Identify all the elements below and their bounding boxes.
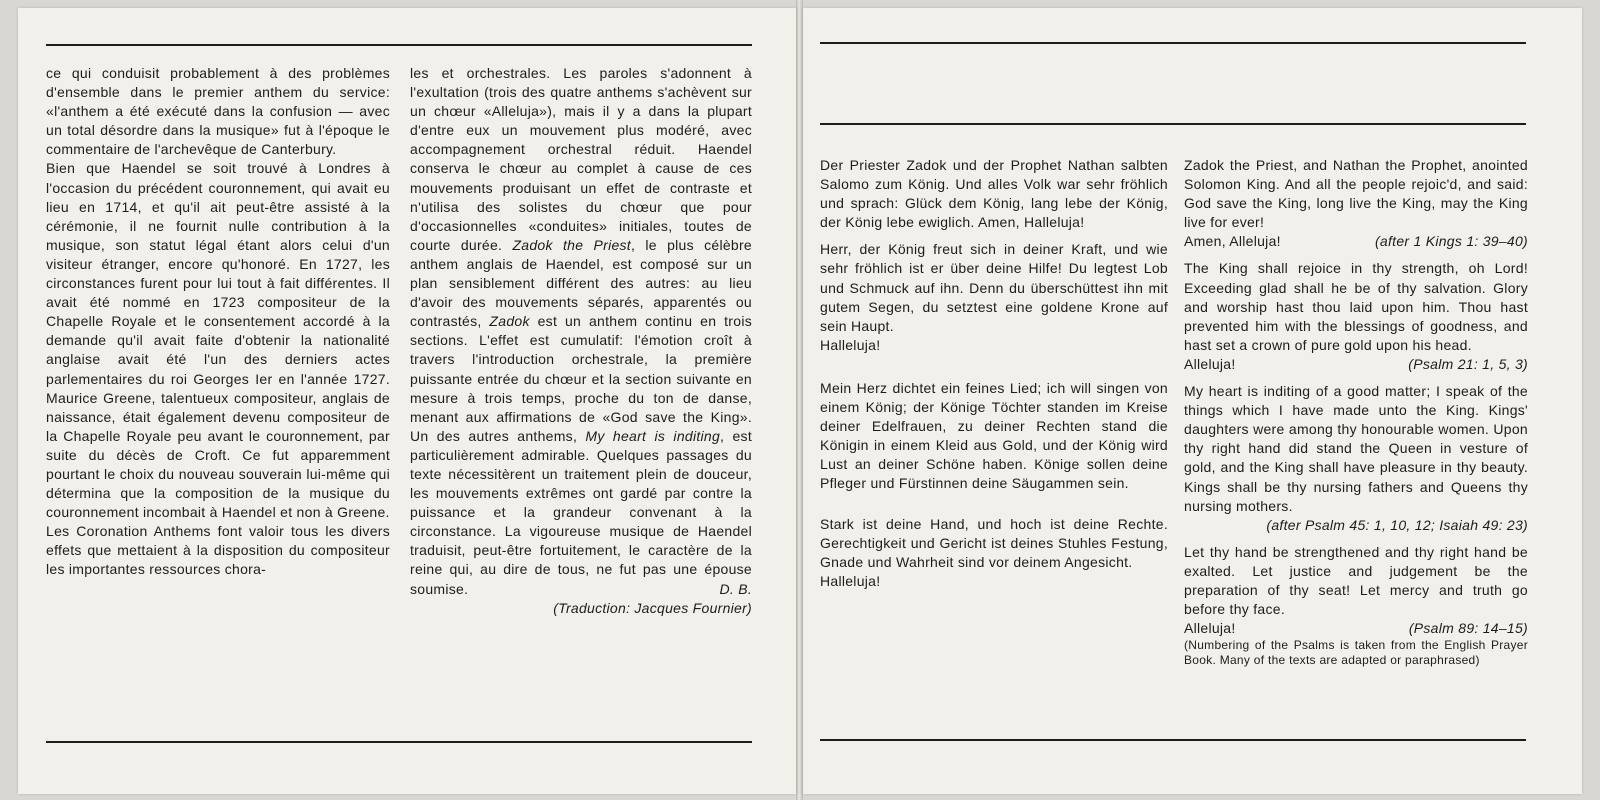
bottom-rule [820,739,1526,741]
english-stanza-1: Zadok the Priest, and Nathan the Prophet, anointed Solomon King. And all the people rejoic'd, and said: God save the King, long live the King, may the King live for ever! [1184,157,1528,231]
bottom-rule [46,741,752,743]
source-reference: (Psalm 89: 14–15) [1408,620,1528,637]
author-initials: D. B. [719,580,752,597]
translation-credit: (Traduction: Jacques Fournier) [553,599,752,616]
english-stanza-2: The King shall rejoice in thy strength, oh Lord! Exceeding glad shall he be of thy salvation. Glory and worship hast thou laid upon him. Thou hast prevented him with the blessings of goodness, and hast set a crown of pure gold upon his head. [1184,260,1528,353]
source-reference: (after Psalm 45: 1, 10, 12; Isaiah 49: 23) [1266,516,1528,533]
german-stanza-2: Herr, der König freut sich in deiner Kraft, und wie sehr fröhlich ist er über deine Hilfe! Du legtest Lob und Schmuck auf ihn. Denn du überschüttest ihn mit gutem Segen, du setztest eine goldene Krone auf sein Haupt. [820,241,1168,334]
source-reference: (after 1 Kings 1: 39–40) [1374,233,1528,250]
work-title: Zadok the Priest [512,236,631,253]
german-stanza-4-end: Halleluja! [820,572,881,589]
right-page [803,8,1582,794]
german-stanza-1: Der Priester Zadok und der Prophet Nathan salbten Salomo zum König. Und alles Volk war sehr fröhlich und sprach: Glück dem König, lang lebe der König, der König lebe ewiglich. Amen, Halleluja! [820,157,1168,231]
top-rule [820,42,1526,44]
work-title: My heart is inditing [585,427,721,444]
paragraph: Les Coronation Anthems font valoir tous les divers effets que mettaient à la disposition du compositeur les importantes ressources chora- [46,523,390,578]
german-stanza-3: Mein Herz dichtet ein feines Lied; ich will singen von einem König; der Könige Töchter standen im Kreise deiner Edelfrauen, zu deiner Rechten stand die Königin in einem Kleid aus Gold, und der König wird Lust an deiner Schöne haben. Könige sollen deine Pfleger und Fürstinnen deine Säugammen sein. [820,379,1168,492]
german-column [820,156,1168,591]
top-rule [46,44,752,46]
work-title: Zadok [489,313,530,330]
english-stanza-4: Let thy hand be strengthened and thy right hand be exalted. Let justice and judgement be the preparation of thy seat! Let mercy and truth go before thy face. [1184,543,1528,618]
french-column-1 [46,64,390,580]
german-stanza-4: Stark ist deine Hand, und hoch ist deine Rechte. Gerechtigkeit und Gericht ist deines Stuhles Festung, Gnade und Wahrheit sind vor deinem Angesicht. [820,515,1168,570]
paragraph: ce qui conduisit probablement à des problèmes d'ensemble dans le premier anthem du service: «l'anthem a été exécuté dans la confusion — avec un total désordre dans la musique» fut à l'époque le commentaire de l'archevêque de Canterbury. [46,65,390,158]
booklet-spine [796,0,803,800]
english-column: Zadok the Priest, and Nathan the Prophet, anointed Solomon King. And all the people rejoic'd, and said: God save the King, long live the King, may the King live for ever! Amen, Alleluja! (after 1 Kings 1: 39–40) The King shall rejoice in thy strength, oh Lord! Exceeding glad shall he be of thy salvation. Glory and worship hast thou laid upon him. Thou hast prevented him with the blessings of goodness, and hast set a crown of pure gold upon his head. Alleluja! (Psalm 21: 1, 5, 3) My heart is inditing of a good matter; I speak of the things which I have made unto the King. Kings' daughters were among thy honourable women. Upon thy right hand did stand the Queen in vesture of gold, and the King shall have pleasure in thy beauty. Kings shall be thy nursing fathers and Queens thy nursing mothers. (after Psalm 45: 1, 10, 12; Isaiah 49: 23) Let thy hand be strengthened and thy right hand be exalted. Let justice and judgement be the preparation of thy seat! Let mercy and truth go before thy face. Alleluja! (Psalm 89: 14–15) (Numbering of the Psalms is taken from the English Prayer Book. Many of the texts are adapted or paraphrased) [1184,157,1528,668]
source-reference: (Psalm 21: 1, 5, 3) [1408,355,1528,372]
french-column-2 [410,64,752,618]
left-page [18,8,796,794]
psalm-numbering-note: (Numbering of the Psalms is taken from the English Prayer Book. Many of the texts are adapted or paraphrased) [1184,638,1528,668]
german-stanza-2-end: Halleluja! [820,336,881,353]
paragraph: Bien que Haendel se soit trouvé à Londres à l'occasion du précédent couronnement, qui avait eu lieu en 1714, et qu'il ait peut-être assisté à la cérémonie, il ne fournit nulle contribution à la musique, son statut légal étant alors celui d'un visiteur étranger, encore qu'honoré. En 1727, les circonstances furent pour lui tout à fait différentes. Il avait été nommé en 1723 compositeur de la Chapelle Royale et le consentement accordé à la demande qu'il avait faite d'obtenir la nationalité anglaise avait été l'un des derniers actes parlementaires du roi Georges Ier en l'année 1727. Maurice Greene, talentueux compositeur, anglais de naissance, était également devenu compositeur de la Chapelle Royale peu avant le couronnement, par suite du décès de Croft. Ce fut apparemment pourtant le choix du nouveau souverain lui-même qui détermina que la composition de la musique du couronnement incombait à Haendel et non à Greene. [46,160,390,521]
second-rule [820,123,1526,125]
english-stanza-3: My heart is inditing of a good matter; I speak of the things which I have made unto the King. Kings' daughters were among thy honourable women. Upon thy right hand did stand the Queen in vesture of gold, and the King shall have pleasure in thy beauty. Kings shall be thy nursing fathers and Queens thy nursing mothers. [1184,383,1528,514]
paragraph: les et orchestrales. Les paroles s'adonnent à l'exultation (trois des quatre anthems s'achèvent sur un chœur «Alleluja»), mais il y a dans la plupart d'entre eux un mouvement plus modéré, avec accompagnement orchestral réduit. Haendel conserva le chœur au complet à cause de ces mouvements produisant un effet de contraste et n'utilisa des solistes du chœur que pour d'occasionnelles «conduites» initiales, toutes de courte durée. Zadok the Priest, le plus célèbre anthem anglais de Haendel, est composé sur un plan sensiblement différent des autres: au lieu d'avoir des mouvements séparés, apparentés ou contrastés, Zadok est un anthem continu en trois sections. L'effet est cumulatif: l'émotion croît à travers l'introduction orchestrale, la première puissante entrée du chœur et la section suivante en mesure à trois temps, proche du ton de danse, menant aux affirmations de «God save the King». Un des autres anthems, My heart is inditing, est particulièrement admirable. Quelques passages du texte nécessitèrent un traitement plein de douceur, les mouvements extrêmes ont gardé par contre la puissance et la grandeur convenant à la circonstance. La vigoureuse musique de Haendel traduisit, peut-être fortuitement, le caractère de la reine qui, au dire de tous, ne fut pas une épouse soumise. D. B. [410,64,752,599]
